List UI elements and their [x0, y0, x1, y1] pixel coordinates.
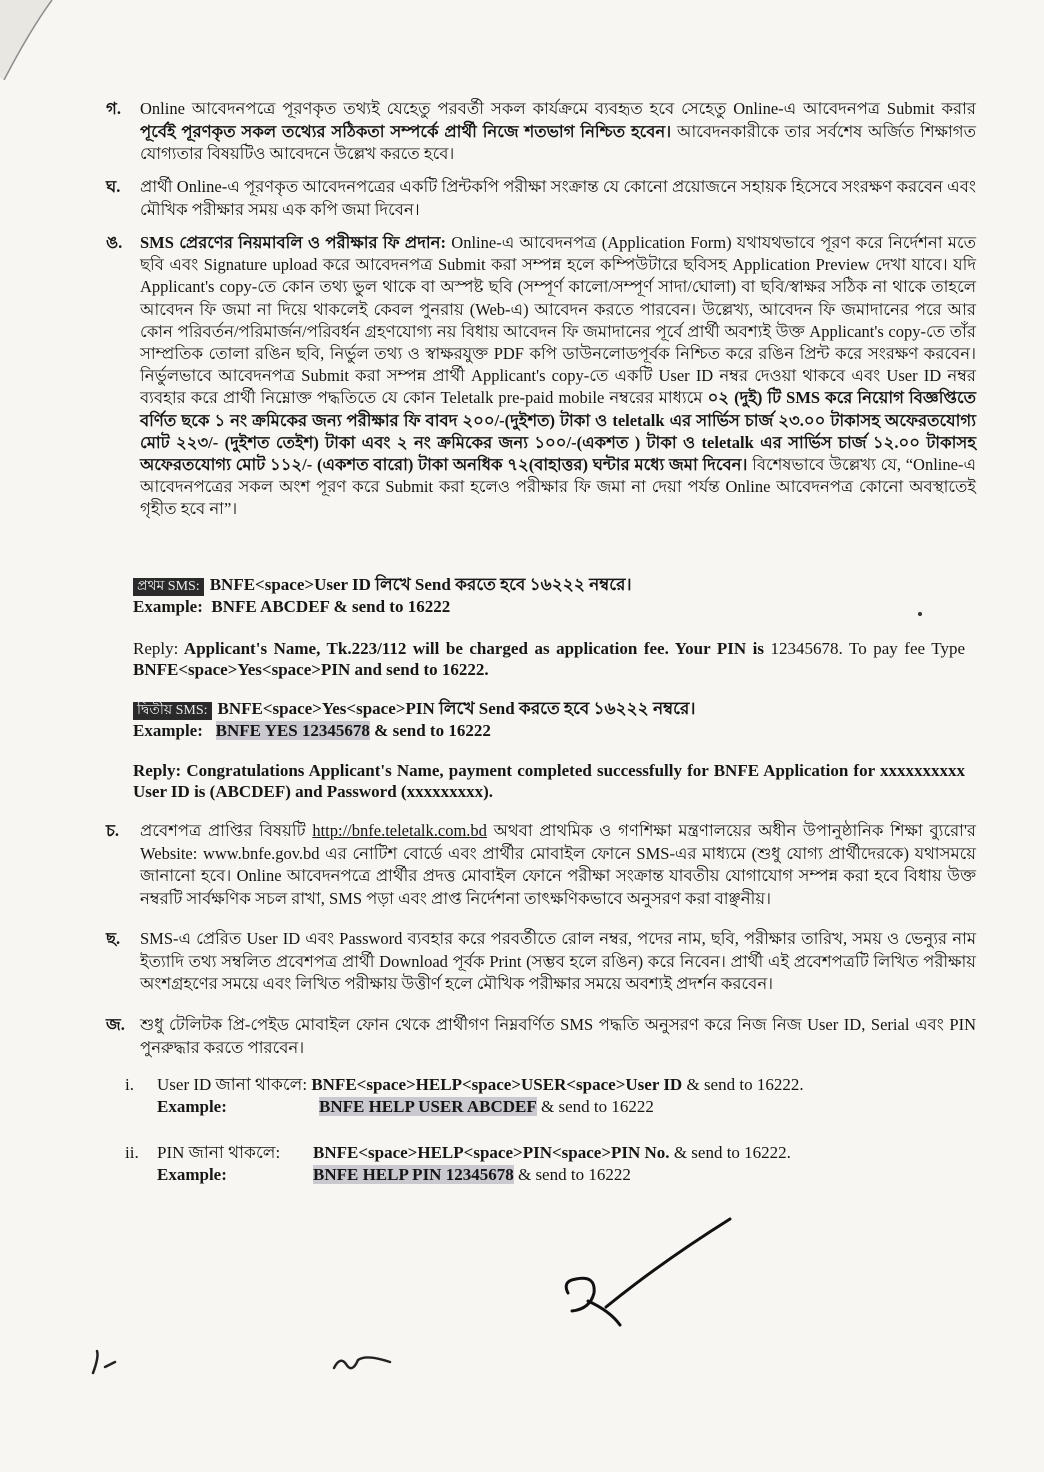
sms1-block — [133, 574, 973, 618]
item-text-bold: পূর্বেই পূরণকৃত সকল তথ্যের সঠিকতা সম্পর্কে প্রার্থী নিজে শতভাগ নিশ্চিত হবেন। — [140, 121, 672, 141]
sms2-block — [133, 698, 973, 742]
recovery-example-label: Example: — [157, 1097, 227, 1116]
recovery-example-rest: & send to 16222 — [513, 1165, 631, 1184]
item-text-bold: ০২ (দুই) টি SMS করে নিয়োগ বিজ্ঞপ্তিতে বর্ণিত ছকে ১ নং ক্রমিকের জন্য পরীক্ষার ফি বাবদ ২০০/-(দুইশত) টাকা ও teletalk এর সার্ভিস চার্জ ২৩.০০ টাকাসহ অফেরতযোগ্য মোট ২২৩/- (দুইশত তেইশ) টাকা এবং ২ নং ক্রমিকের জন্য ১০০/-(একশত ) টাকা ও teletalk এর সার্ভিস চার্জ ১২.০০ টাকাসহ অফেরতযোগ্য মোট ১১২/- (একশত বারো) টাকা অনধিক ৭২(বাহাত্তর) ঘন্টার মধ্যে জমা দিবেন। — [140, 388, 976, 475]
recovery-number: ii. — [125, 1143, 139, 1162]
recovery-command: BNFE<space>HELP<space>USER<space>User ID — [307, 1075, 683, 1094]
item-chha — [108, 928, 976, 996]
reply-text-bold: BNFE<space>Yes<space>PIN and send to 16222. — [133, 660, 489, 679]
recovery-example-rest: & send to 16222 — [536, 1097, 654, 1116]
item-text: Online আবেদনপত্রে পূরণকৃত তথ্যই যেহেতু পরবর্তী সকল কার্যক্রমে ব্যবহৃত হবে সেহেতু Online-এ আবেদনপত্র Submit করার — [140, 99, 976, 118]
reply-text: 12345678. To pay fee Type — [764, 639, 965, 658]
sms2-command-rest: লিখে Send করতে হবে ১৬২২২ নম্বরে। — [434, 699, 696, 718]
signature-main — [550, 1215, 750, 1335]
recovery-example-highlight: BNFE HELP USER ABCDEF — [319, 1097, 537, 1116]
sms1-example-label: Example: — [133, 597, 203, 616]
sms1-command-rest: লিখে Send করতে হবে ১৬২২২ নম্বরে। — [370, 575, 632, 594]
sms1-example-value: BNFE ABCDEF & send to 16222 — [211, 597, 451, 616]
item-marker: ঙ. — [106, 233, 123, 252]
item-uma — [108, 232, 976, 521]
item-gha — [108, 176, 976, 221]
item-marker: চ. — [106, 821, 120, 840]
recovery-example-label: Example: — [157, 1165, 227, 1184]
sms2-example-highlight: BNFE YES 12345678 — [215, 721, 370, 740]
recovery-example-highlight: BNFE HELP PIN 12345678 — [313, 1165, 514, 1184]
sms2-command: BNFE<space>Yes<space>PIN — [217, 699, 435, 718]
sms1-tag: প্রথম SMS: — [133, 578, 204, 596]
item-text: Online-এ আবেদনপত্র (Application Form) যথাযথভাবে পূরণ করে নির্দেশনা মতে ছবি এবং Signature upload করে আবেদনপত্র Submit করা সম্পন্ন হলে কম্পিউটারে ছবিসহ Application Preview দেখা যাবে। যদি Applicant's copy-তে কোন তথ্য ভুল থাকে বা অস্পষ্ট ছবি (সম্পূর্ণ কালো/সম্পূর্ণ সাদা/ঘোলা) বা ছবি/স্বাক্ষর সঠিক না থাকে তাহলে আবেদন ফি জমা না দিয়ে থাকলেই কেবল পুনরায় (Web-এ) আবেদন করতে পারবেন। উল্লেখ্য, আবেদন ফি জমাদানের পরে আর কোন পরিবর্তন/পরিমার্জন/পরিবর্ধন গ্রহণযোগ্য নয় বিধায় আবেদন ফি জমাদানের পূর্বে প্রার্থী অবশ্যই উক্ত Applicant's copy-তে তাঁর সাম্প্রতিক তোলা রঙিন ছবি, নির্ভুল তথ্য ও স্বাক্ষরযুক্ত PDF কপি ডাউনলোডপূর্বক নিশ্চিত করে রঙিন প্রিন্ট করে সংরক্ষণ করবেন। নির্ভুলভাবে আবেদনপত্র Submit করা সম্পন্ন প্রার্থী Applicant's copy-তে একটি User ID নম্বর দেওয়া থাকবে এবং User ID নম্বর ব্যবহার করে প্রার্থী নিম্নোক্ত পদ্ধতিতে যে কোন Teletalk pre-paid mobile নম্বরের মাধ্যমে — [140, 233, 976, 408]
sms2-example-label: Example: — [133, 721, 203, 740]
sms2-example-rest: & send to 16222 — [369, 721, 491, 740]
recovery-pin — [125, 1142, 791, 1186]
sms1-reply — [133, 638, 965, 680]
ink-dot — [916, 610, 926, 620]
sms2-tag: দ্বিতীয় SMS: — [133, 702, 212, 720]
reply-text-bold: Applicant's Name, Tk.223/112 will be charged as application fee. Your PIN is — [178, 639, 764, 658]
item-ja — [108, 1014, 976, 1059]
recovery-rest: & send to 16222. — [682, 1075, 804, 1094]
item-marker: জ. — [106, 1015, 125, 1034]
initial-mark — [85, 1345, 135, 1380]
item-text: শুধু টেলিটক প্রি-পেইড মোবাইল ফোন থেকে প্রার্থীগণ নিম্নবর্ণিত SMS পদ্ধতি অনুসরণ করে নিজ নিজ User ID, Serial এবং PIN পুনরুদ্ধার করতে পারবেন। — [140, 1015, 976, 1057]
item-text: SMS-এ প্রেরিত User ID এবং Password ব্যবহার করে পরবর্তীতে রোল নম্বর, পদের নাম, ছবি, পরীক্ষার তারিখ, সময় ও ভেন্যুর নাম ইত্যাদি তথ্য সম্বলিত প্রবেশপত্র প্রার্থী Download পূর্বক Print (সম্ভব হলে রঙিন) করে নিবেন। প্রার্থী এই প্রবেশপত্রটি লিখিত পরীক্ষায় অংশগ্রহণের সময়ে এবং লিখিত পরীক্ষায় উত্তীর্ণ হলে মৌখিক পরীক্ষার সময়ে অবশ্যই প্রদর্শন করবেন। — [140, 929, 976, 993]
sms2-reply: Reply: Congratulations Applicant's Name, payment completed successfully for BNFE Application for xxxxxxxxxx User ID is (ABCDEF) and Password (xxxxxxxxx). — [133, 761, 965, 801]
item-text: প্রবেশপত্র প্রাপ্তির বিষয়টি — [140, 821, 313, 840]
recovery-rest: & send to 16222. — [669, 1143, 791, 1162]
item-marker: ঘ. — [106, 177, 121, 196]
item-text: অথবা প্রাথমিক ও গণশিক্ষা মন্ত্রণালয়ের অধীন উপানুষ্ঠানিক শিক্ষা ব্যুরো'র Website: www.bnfe.gov.bd এর নোটিশ বোর্ডে এবং প্রার্থীর মোবাইল ফোনে SMS-এর মাধ্যমে (শুধু যোগ্য প্রার্থীদেরকে) যথাসময়ে জানানো হবে। Online আবেদনপত্রে প্রার্থীর প্রদত্ত মোবাইল ফোনে পরীক্ষা সংক্রান্ত যাবতীয় যোগাযোগ সম্পন্ন করা হবে বিধায় উক্ত নম্বরটি সার্বক্ষণিক সচল রাখা, SMS পড়া এবং প্রাপ্ত নির্দেশনা তাৎক্ষণিকভাবে অনুসরণ করা বাঞ্ছনীয়। — [140, 821, 976, 908]
item-heading: SMS প্রেরণের নিয়মাবলি ও পরীক্ষার ফি প্রদান: — [140, 233, 447, 252]
sms1-command: BNFE<space>User ID — [209, 575, 371, 594]
recovery-label: PIN জানা থাকলে: — [157, 1143, 281, 1162]
recovery-command: BNFE<space>HELP<space>PIN<space>PIN No. — [313, 1143, 670, 1162]
item-cha — [108, 820, 976, 910]
recovery-label: User ID জানা থাকলে: — [157, 1075, 308, 1094]
item-text: বিশেষভাবে উল্লেখ্য যে, “Online-এ আবেদনপত্রের সকল অংশ পূরণ করে Submit করা হলেও পরীক্ষার ফি জমা না দেয়া পর্যন্ত Online আবেদনপত্র কোনো অবস্থাতেই গৃহীত হবে না”। — [140, 455, 977, 519]
item-ga — [108, 98, 976, 166]
item-marker: ছ. — [106, 929, 121, 948]
teletalk-link[interactable]: http://bnfe.teletalk.com.bd — [312, 821, 487, 840]
scribble-mark — [328, 1348, 398, 1378]
item-text: আবেদনকারীকে তার সর্বশেষ অর্জিত শিক্ষাগত যোগ্যতার বিষয়টিও আবেদনে উল্লেখ করতে হবে। — [140, 121, 976, 163]
reply-label: Reply: — [133, 639, 179, 658]
recovery-user-id — [125, 1074, 804, 1118]
recovery-number: i. — [125, 1075, 134, 1094]
item-marker: গ. — [106, 99, 121, 118]
page-corner-fold — [0, 0, 60, 80]
item-text: প্রার্থী Online-এ পূরণকৃত আবেদনপত্রের একটি প্রিন্টকপি পরীক্ষা সংক্রান্ত যে কোনো প্রয়োজনে সহায়ক হিসেবে সংরক্ষণ করবেন এবং মৌখিক পরীক্ষার সময় এক কপি জমা দিবেন। — [140, 177, 976, 219]
